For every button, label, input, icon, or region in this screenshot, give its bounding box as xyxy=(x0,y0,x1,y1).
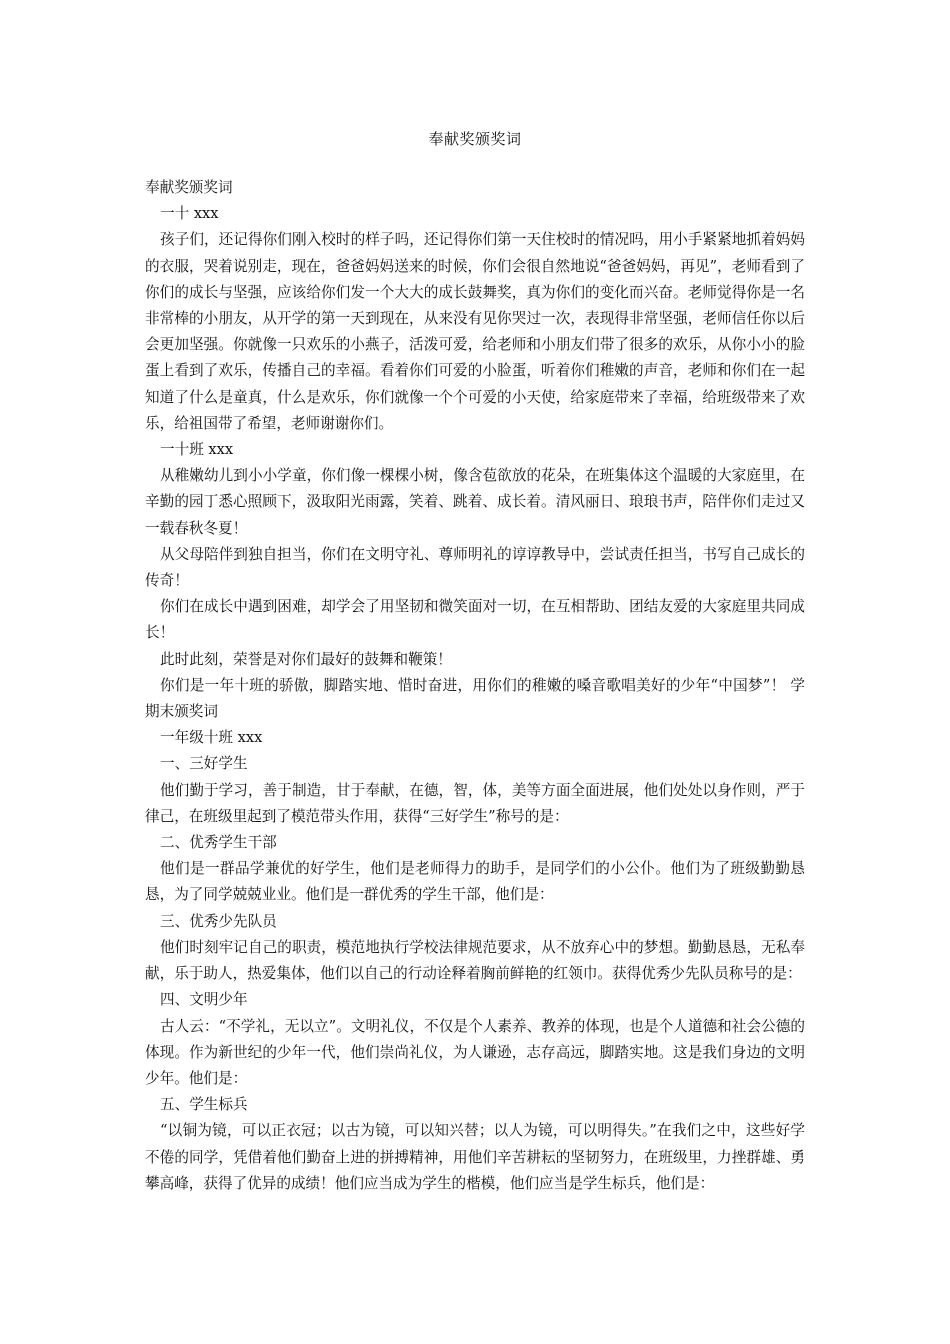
paragraph: 一十 xxx xyxy=(160,205,219,223)
paragraph: 三、优秀少先队员 xyxy=(160,912,277,930)
paragraph: 此时此刻，荣誉是对你们最好的鼓舞和鞭策！ xyxy=(160,650,452,668)
paragraph: 二、优秀学生干部 xyxy=(160,834,277,852)
document-title: 奉献奖颁奖词 xyxy=(428,130,522,148)
paragraph: 从稚嫩幼儿到小小学童，你们像一棵棵小树，像含苞欲放的花朵，在班集体这个温暖的大家庭里，在辛勤的园丁悉心照顾下，汲取阳光雨露，笑着、跳着、成长着。清风丽日、琅琅书声，陪伴你们走过又一载春秋冬夏！ xyxy=(145,467,805,537)
paragraph: 一年级十班 xxx xyxy=(160,729,263,747)
paragraph: 古人云：“不学礼，无以立”。文明礼仪，不仅是个人素养、教养的体现，也是个人道德和社会公德的体现。作为新世纪的少年一代，他们崇尚礼仪，为人谦逊，志存高远，脚踏实地。这是我们身边的文明少年。他们是： xyxy=(145,1017,805,1087)
paragraph: 孩子们，还记得你们刚入校时的样子吗，还记得你们第一天住校时的情况吗，用小手紧紧地抓着妈妈的衣服，哭着说别走，现在，爸爸妈妈送来的时候，你们会很自然地说“爸爸妈妈，再见”，老师看到了你们的成长与坚强，应该给你们发一个大大的成长鼓舞奖，真为你们的变化而兴奋。老师觉得你是一名非常棒的小朋友，从开学的第一天到现在，从来没有见你哭过一次，表现得非常坚强，老师信任你以后会更加坚强。你就像一只欢乐的小燕子，活泼可爱，给老师和小朋友们带了很多的欢乐，从你小小的脸蛋上看到了欢乐，传播自己的幸福。看着你们可爱的小脸蛋，听着你们稚嫩的声音，老师和你们在一起知道了什么是童真，什么是欢乐，你们就像一个个可爱的小天使，给家庭带来了幸福，给班级带来了欢乐，给祖国带了希望，老师谢谢你们。 xyxy=(145,231,805,432)
paragraph: 四、文明少年 xyxy=(160,991,248,1009)
paragraph: 从父母陪伴到独自担当，你们在文明守礼、尊师明礼的谆谆教导中，尝试责任担当，书写自己成长的传奇！ xyxy=(145,545,805,590)
document-body xyxy=(145,175,805,1197)
paragraph: 你们是一年十班的骄傲，脚踏实地、惜时奋进，用你们的稚嫩的嗓音歌唱美好的少年“中国梦”！ 学期末颁奖词 xyxy=(145,676,805,721)
paragraph: 一十班 xxx xyxy=(160,441,234,459)
paragraph: 五、学生标兵 xyxy=(160,1096,248,1114)
paragraph: “以铜为镜，可以正衣冠；以古为镜，可以知兴替；以人为镜，可以明得失。”在我们之中，这些好学不倦的同学，凭借着他们勤奋上进的拼搏精神，用他们辛苦耕耘的坚韧努力，在班级里，力挫群雄、勇攀高峰，获得了优异的成绩！他们应当成为学生的楷模，他们应当是学生标兵，他们是： xyxy=(145,1122,805,1192)
paragraph: 他们勤于学习，善于制造，甘于奉献，在德，智，体，美等方面全面进展，他们处处以身作则，严于律己，在班级里起到了模范带头作用，获得“三好学生”称号的是： xyxy=(145,781,805,825)
body-heading: 奉献奖颁奖词 xyxy=(145,179,233,196)
paragraph: 他们时刻牢记自己的职责，模范地执行学校法律规范要求，从不放弃心中的梦想。勤勤恳恳，无私奉献，乐于助人，热爱集体，他们以自己的行动诠释着胸前鲜艳的红领巾。获得优秀少先队员称号的是： xyxy=(145,938,805,983)
paragraph: 他们是一群品学兼优的好学生，他们是老师得力的助手，是同学们的小公仆。他们为了班级勤勤恳恳，为了同学兢兢业业。他们是一群优秀的学生干部，他们是： xyxy=(145,860,805,904)
paragraph: 一、三好学生 xyxy=(160,755,248,773)
paragraph: 你们在成长中遇到困难，却学会了用坚韧和微笑面对一切，在互相帮助、团结友爱的大家庭里共同成长！ xyxy=(145,598,805,642)
